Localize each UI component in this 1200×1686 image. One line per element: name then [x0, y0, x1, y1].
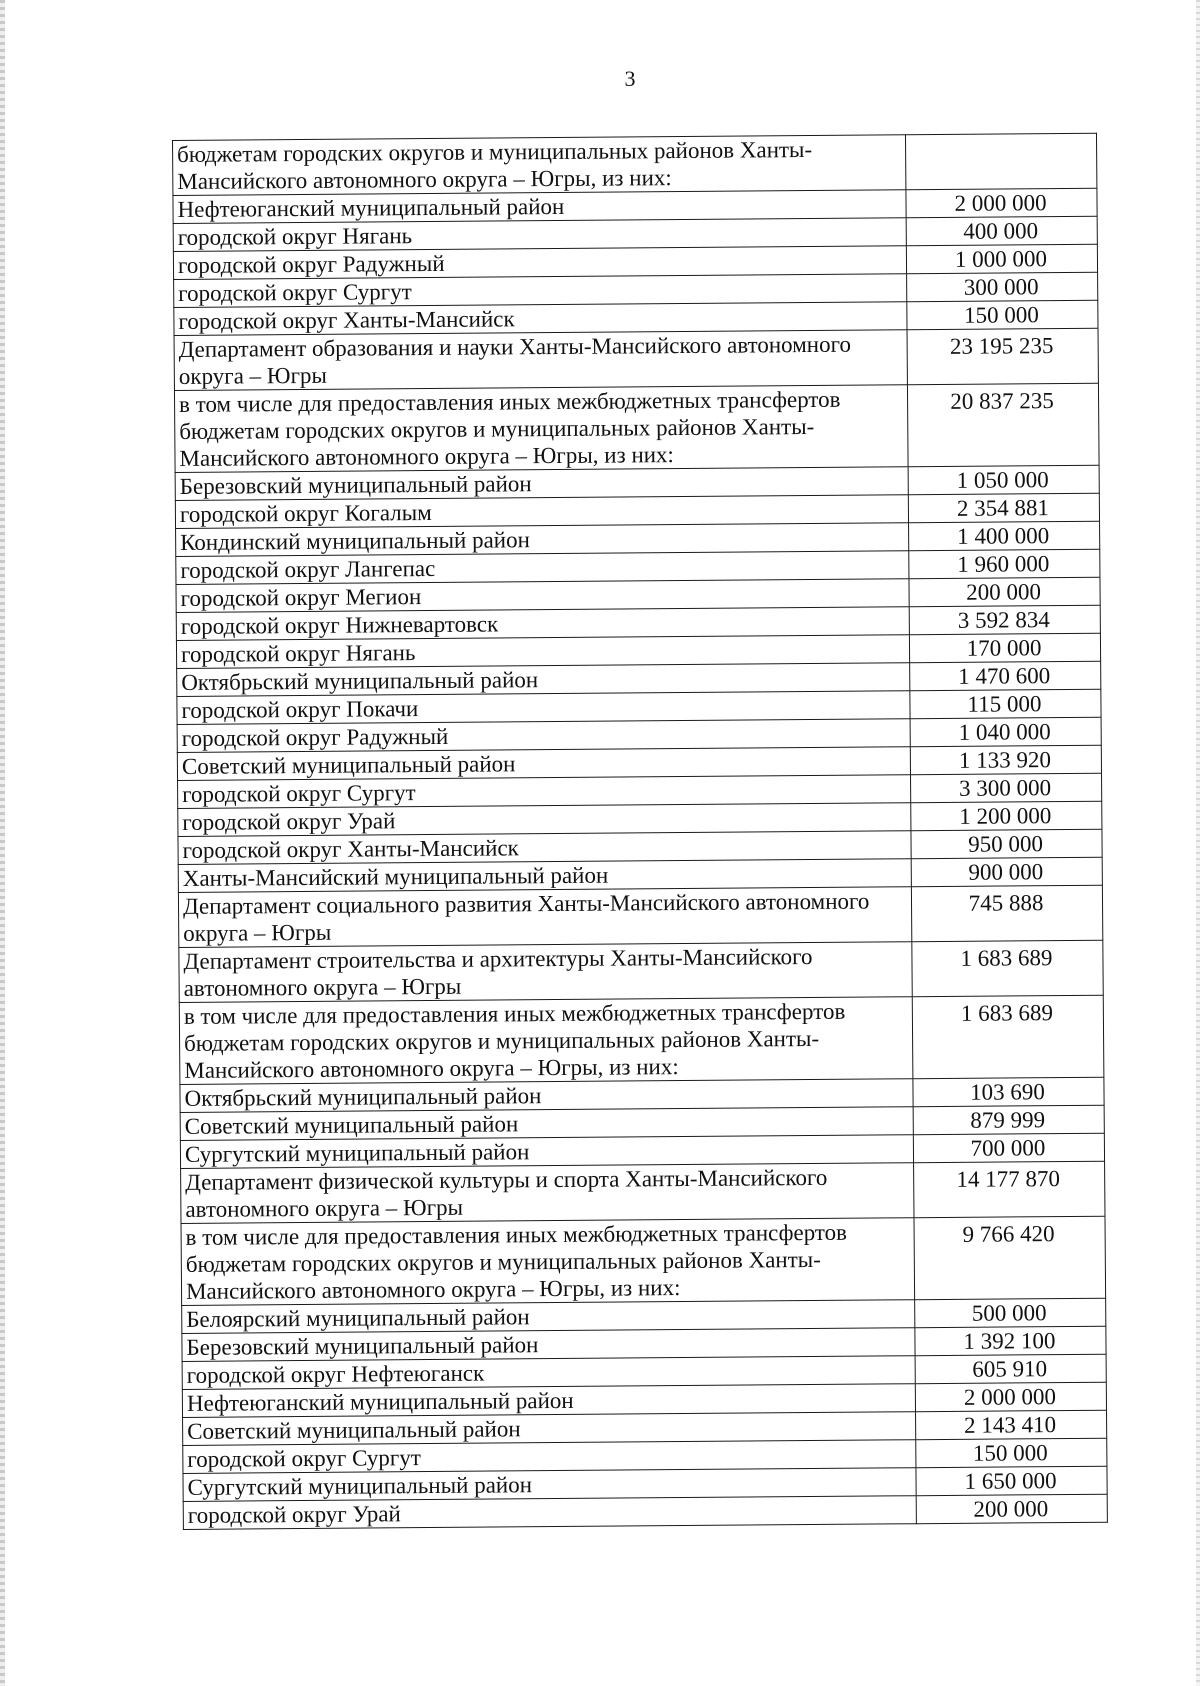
table-row [179, 940, 1103, 1002]
row-amount-cell: 1 000 000 [906, 244, 1097, 273]
row-name-cell: городской округ Нижневартовск [176, 607, 909, 641]
row-name-cell: городской округ Урай [178, 803, 911, 837]
row-name-cell: Нефтеюганский муниципальный район [173, 190, 906, 224]
row-name-cell: Березовский муниципальный район [182, 1328, 915, 1362]
row-name-cell: городской округ Покачи [177, 691, 910, 725]
row-amount-cell: 879 999 [913, 1105, 1104, 1134]
row-amount-cell: 950 000 [911, 829, 1102, 858]
row-name-cell: Советский муниципальный район [180, 1107, 913, 1141]
row-name-cell: городской округ Ханты-Мансийск [178, 831, 911, 865]
page-number: 3 [624, 66, 636, 91]
row-name-cell: Октябрьский муниципальный район [177, 663, 910, 697]
row-name-cell: городской округ Сургут [178, 775, 911, 809]
row-name-cell: Советский муниципальный район [183, 1412, 916, 1446]
row-amount-cell: 200 000 [909, 577, 1100, 606]
row-amount-cell: 200 000 [916, 1494, 1107, 1523]
row-amount-cell: 605 910 [915, 1354, 1106, 1383]
row-amount-cell: 150 000 [916, 1438, 1107, 1467]
row-amount-cell: 1 960 000 [909, 549, 1100, 578]
table-row [174, 383, 1099, 472]
row-name-cell: Кондинский муниципальный район [176, 523, 909, 557]
row-amount-cell: 115 000 [910, 689, 1101, 718]
row-name-cell: в том числе для предоставления иных межбюджетных трансфертов бюджетам городских округов и муниципальных районов Ханты-Мансийского автономного округа – Югры, из них: [179, 997, 913, 1085]
row-name-cell: городской округ Лангепас [176, 551, 909, 585]
row-name-cell: Нефтеюганский муниципальный район [182, 1384, 915, 1418]
row-amount-cell [905, 133, 1096, 189]
table-row [179, 995, 1104, 1084]
row-name-cell: городской округ Мегион [176, 579, 909, 613]
row-amount-cell: 20 837 235 [907, 383, 1099, 466]
row-name-cell: Сургутский муниципальный район [180, 1135, 913, 1169]
row-amount-cell: 3 300 000 [911, 773, 1102, 802]
row-name-cell: городской округ Сургут [183, 1440, 916, 1474]
row-amount-cell: 900 000 [911, 857, 1102, 886]
row-amount-cell: 1 392 100 [915, 1326, 1106, 1355]
row-amount-cell: 1 133 920 [910, 745, 1101, 774]
row-amount-cell: 1 200 000 [911, 801, 1102, 830]
row-amount-cell: 23 195 235 [907, 328, 1098, 384]
row-name-cell: Березовский муниципальный район [175, 467, 908, 501]
row-amount-cell: 500 000 [915, 1298, 1106, 1327]
row-name-cell: Департамент физической культуры и спорта Ханты-Мансийского автономного округа – Югры [181, 1163, 914, 1224]
scan-left-edge [0, 0, 5, 1686]
table-row [174, 328, 1098, 390]
row-amount-cell: 2 000 000 [906, 188, 1097, 217]
row-amount-cell: 103 690 [913, 1077, 1104, 1106]
row-name-cell: городской округ Урай [183, 1496, 916, 1530]
row-amount-cell: 300 000 [907, 272, 1098, 301]
row-amount-cell: 1 683 689 [912, 995, 1104, 1078]
row-name-cell: городской округ Ханты-Мансийск [174, 302, 907, 336]
row-amount-cell: 400 000 [906, 216, 1097, 245]
row-name-cell: городской округ Сургут [174, 274, 907, 308]
row-amount-cell: 2 354 881 [908, 493, 1099, 522]
row-name-cell: городской округ Нягань [176, 635, 909, 669]
row-name-cell: Советский муниципальный район [177, 747, 910, 781]
row-name-cell: городской округ Нефтеюганск [182, 1356, 915, 1390]
row-name-cell: в том числе для предоставления иных межбюджетных трансфертов бюджетам городских округов и муниципальных районов Ханты-Мансийского автономного округа – Югры, из них: [181, 1218, 915, 1306]
row-name-cell: Сургутский муниципальный район [183, 1468, 916, 1502]
row-amount-cell: 2 000 000 [915, 1382, 1106, 1411]
scan-right-edge [1196, 0, 1200, 1686]
row-name-cell: городской округ Радужный [177, 719, 910, 753]
table-row [181, 1161, 1105, 1223]
row-amount-cell: 2 143 410 [916, 1410, 1107, 1439]
row-name-cell: городской округ Радужный [173, 246, 906, 280]
table-row [181, 1216, 1106, 1305]
row-amount-cell: 745 888 [911, 885, 1102, 941]
row-amount-cell: 150 000 [907, 300, 1098, 329]
row-amount-cell: 1 650 000 [916, 1466, 1107, 1495]
row-amount-cell: 9 766 420 [914, 1216, 1106, 1299]
row-name-cell: Белоярский муниципальный район [182, 1300, 915, 1334]
row-amount-cell: 1 040 000 [910, 717, 1101, 746]
row-name-cell: в том числе для предоставления иных межбюджетных трансфертов бюджетам городских округов и муниципальных районов Ханты-Мансийского автономного округа – Югры, из них: [174, 385, 908, 473]
row-name-cell: Департамент социального развития Ханты-Мансийского автономного округа – Югры [178, 887, 911, 948]
row-name-cell: Октябрьский муниципальный район [180, 1079, 913, 1113]
row-amount-cell: 1 683 689 [912, 940, 1103, 996]
row-amount-cell: 1 470 600 [910, 661, 1101, 690]
row-amount-cell: 700 000 [913, 1133, 1104, 1162]
table-row [178, 885, 1102, 947]
row-name-cell: Ханты-Мансийский муниципальный район [178, 859, 911, 893]
row-name-cell: Департамент строительства и архитектуры Ханты-Мансийского автономного округа – Югры [179, 942, 912, 1003]
row-name-cell: городской округ Когалым [175, 495, 908, 529]
row-amount-cell: 170 000 [909, 633, 1100, 662]
row-name-cell: бюджетам городских округов и муниципальных районов Ханты-Мансийского автономного округа – Югры, из них: [173, 135, 906, 196]
row-amount-cell: 1 050 000 [908, 465, 1099, 494]
row-amount-cell: 1 400 000 [909, 521, 1100, 550]
row-name-cell: городской округ Нягань [173, 218, 906, 252]
table-body [173, 133, 1108, 1529]
row-amount-cell: 14 177 870 [914, 1161, 1105, 1217]
budget-allocation-table [172, 133, 1108, 1530]
row-name-cell: Департамент образования и науки Ханты-Мансийского автономного округа – Югры [174, 330, 907, 391]
row-amount-cell: 3 592 834 [909, 605, 1100, 634]
table-row [173, 133, 1097, 195]
